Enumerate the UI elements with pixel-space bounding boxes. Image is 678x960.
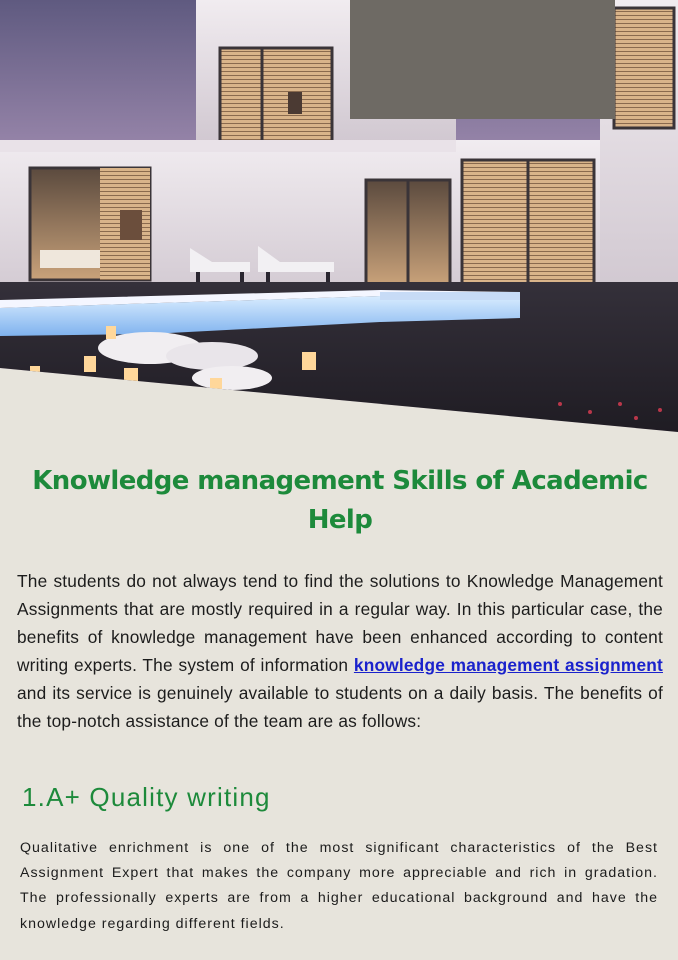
intro-text-before-link: The students do not always tend to find the solutions to Knowledge Management Assignments that are mostly required in a regular way. In this particular case, the benefits of knowledge management have been enhanced according to content writing experts. The system of information <box>17 571 663 675</box>
section-heading: 1.A+ Quality writing <box>22 782 271 812</box>
section-paragraph: Qualitative enrichment is one of the most significant characteristics of the Best Assignment Expert that makes the company more appreciable and rich in gradation. The professionally experts are from a higher educational background and have the knowledge regarding different fields. <box>20 840 658 932</box>
knowledge-management-assignment-link[interactable]: knowledge management assignment <box>353 655 663 675</box>
intro-text-after-link: and its service is genuinely available to students on a daily basis. The benefits of the top-notch assistance of the team are as follows: <box>17 683 663 731</box>
image-placeholder-box <box>350 0 615 119</box>
intro-paragraph <box>17 567 663 735</box>
page-title: Knowledge management Skills of Academic Help <box>32 466 648 535</box>
